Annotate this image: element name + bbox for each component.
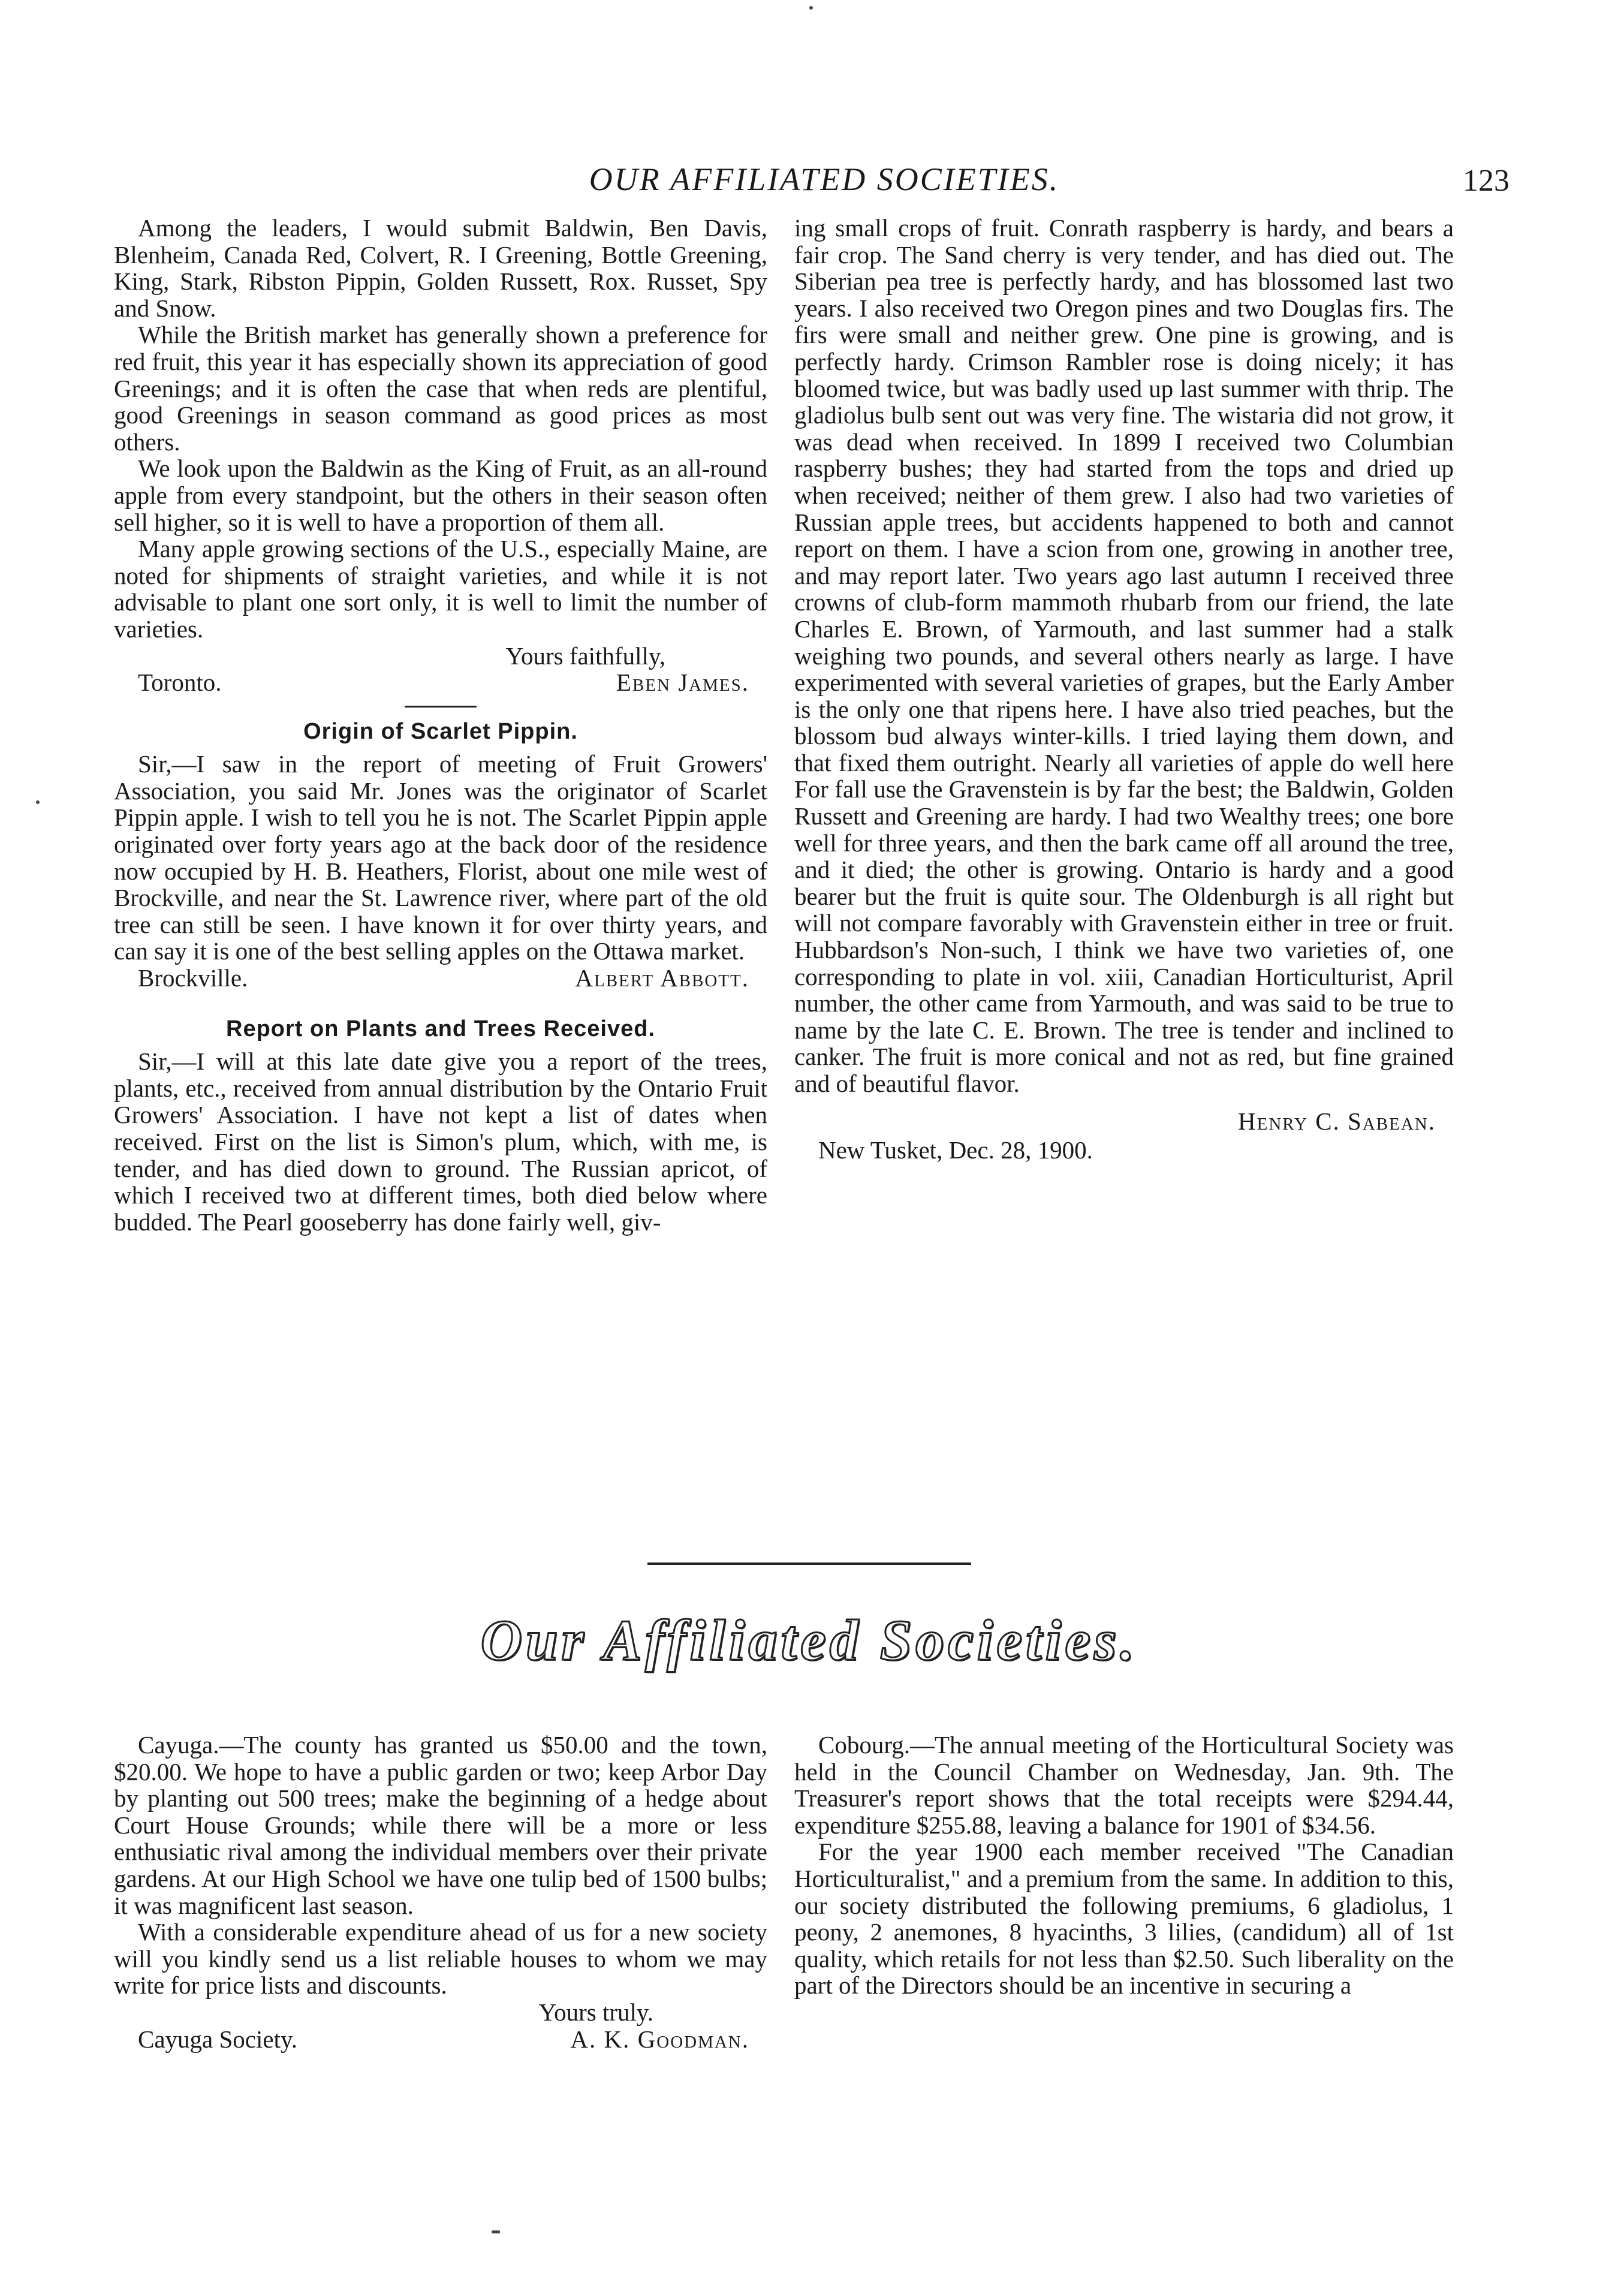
letter-place: Brockville. bbox=[138, 964, 248, 992]
left-column bbox=[114, 215, 767, 1235]
right-column bbox=[794, 215, 1454, 1164]
spacer bbox=[114, 992, 767, 1016]
paragraph: Cayuga.—The county has granted us $50.00 and the town, $20.00. We hope to have a public garden or two; keep Arbor Day by planting out 500 trees; make the beginning of a hedge about Court House Grounds; while there will be a more or less enthusiatic rival among the individual members over their private gardens. At our High School we have one tulip bed of 1500 bulbs; it was magnificent last season. bbox=[114, 1731, 767, 1919]
section-heading: Origin of Scarlet Pippin. bbox=[303, 718, 578, 744]
running-title: OUR AFFILIATED SOCIETIES. bbox=[589, 161, 1060, 197]
paragraph: We look upon the Baldwin as the King of Fruit, as an all-round apple from every standpoint, but the others in their season often sell higher, so it is well to have a proportion of them all. bbox=[114, 454, 767, 536]
print-speck bbox=[809, 6, 813, 10]
letter-closing: Yours faithfully, bbox=[505, 642, 665, 670]
letter-place-date: New Tusket, Dec. 28, 1900. bbox=[818, 1136, 1093, 1164]
signature-text: Henry C. Sabean. bbox=[1238, 1107, 1436, 1135]
letter-signature bbox=[794, 1108, 1454, 1135]
divider bbox=[405, 706, 477, 708]
lower-left-column bbox=[114, 1732, 767, 2052]
paragraph: While the British market has generally shown a preference for red fruit, this year it has especially shown its appreciation of good Greenings; and it is often the case that when reds are plentiful, good Greenings in season command as good prices as most others. bbox=[114, 321, 767, 456]
paragraph: ing small crops of fruit. Conrath raspberry is hardy, and bears a fair crop. The Sand cherry is very tender, and has died out. The Siberian pea tree is perfectly hardy, and has blossomed last two years. I also received two Oregon pines and two Douglas firs. The firs were small and neither grew. One pine is growing, and is perfectly hardy. Crimson Rambler rose is doing nicely; it has bloomed twice, but was badly used up last summer with thrip. The gladiolus bulb sent out was very fine. The wistaria did not grow, it was dead when received. In 1899 I received two Columbian raspberry bushes; they had started from the tops and dried up when received; neither of them grew. I also had two varieties of Russian apple trees, but accidents happened to both and cannot report on them. I have a scion from one, growing in another tree, and may report later. Two years ago last autumn I received three crowns of club-form mammoth rhubarb from our friend, the late Charles E. Brown, of Yarmouth, and last summer had a stalk weighing two pounds, and several others nearly as large. I have experimented with several varieties of grapes, but the Early Amber is the only one that ripens here. I have also tried peaches, but the blossom bud always winter-kills. I tried laying them down, and that fixed them outright. Nearly all varieties of apple do well here For fall use the Gravenstein is by far the best; the Baldwin, Golden Russett and Greening are hardy. I had two Wealthy trees; one bore well for three years, and then the bark came off all around the tree, and it died; the other is growing. Ontario is hardy and a good bearer but the fruit is quite sour. The Oldenburgh is all right but will not compare favorably with Gravenstein either in tree or fruit. Hubbardson's Non-such, I think we have two varieties of, one corresponding to plate in vol. xiii, Canadian Horticulturist, April number, the other came from Yarmouth, and was said to be true to name by the late C. E. Brown. The tree is tender and inclined to canker. The fruit is more conical and not as red, but fine grained and of beautiful flavor. bbox=[794, 214, 1454, 1097]
letter-place: Toronto. bbox=[138, 669, 222, 697]
print-speck bbox=[492, 2230, 500, 2233]
signature-line bbox=[114, 2026, 767, 2053]
page-number: 123 bbox=[1463, 164, 1509, 198]
paragraph: Sir,—I saw in the report of meeting of Fruit Growers' Association, you said Mr. Jones was the originator of Scarlet Pippin apple. I wish to tell you he is not. The Scarlet Pippin apple originated over forty years ago at the back door of the residence now occupied by H. B. Heathers, Florist, about one mile west of Brockville, and near the St. Lawrence river, where part of the old tree can still be seen. I have known it for over thirty years, and can say it is one of the best selling apples on the Ottawa market. bbox=[114, 750, 767, 965]
section-heading: Report on Plants and Trees Received. bbox=[226, 1016, 655, 1041]
section-divider bbox=[647, 1563, 971, 1565]
letter-signature: Eben James. bbox=[616, 669, 749, 697]
lower-right-column bbox=[794, 1732, 1454, 1999]
letter-signature: Albert Abbott. bbox=[575, 964, 749, 992]
paragraph: Among the leaders, I would submit Baldwin, Ben Davis, Blenheim, Canada Red, Colvert, R. I Greening, Bottle Greening, King, Stark, Ribston Pippin, Golden Russett, Rox. Russet, Spy and Snow. bbox=[114, 214, 767, 322]
paragraph: Sir,—I will at this late date give you a report of the trees, plants, etc., received from annual distribution by the Ontario Fruit Growers' Association. I have not kept a list of dates when received. First on the list is Simon's plum, which, with me, is tender, and has died down to ground. The Russian apricot, of which I received two at different times, both died below where budded. The Pearl gooseberry has done fairly well, giv- bbox=[114, 1047, 767, 1236]
section-title: Our Affiliated Societies. bbox=[480, 1608, 1138, 1672]
letter-place: Cayuga Society. bbox=[138, 2025, 298, 2053]
signature-line bbox=[114, 669, 767, 696]
letter-closing: Yours truly. bbox=[538, 1998, 653, 2026]
letter-signature: A. K. Goodman. bbox=[570, 2025, 749, 2053]
signature-line bbox=[114, 965, 767, 992]
paragraph: With a considerable expenditure ahead of us for a new society will you kindly send us a list reliable houses to whom we may write for price lists and discounts. bbox=[114, 1918, 767, 2000]
paragraph: Many apple growing sections of the U.S., especially Maine, are noted for shipments of straight varieties, and while it is not advisable to plant one sort only, it is well to limit the number of varieties. bbox=[114, 535, 767, 643]
paragraph: Cobourg.—The annual meeting of the Horticultural Society was held in the Council Chamber on Wednesday, Jan. 9th. The Treasurer's report shows that the total receipts were $294.44, expenditure $255.88, leaving a balance for 1901 of $34.56. bbox=[794, 1731, 1454, 1839]
paragraph: For the year 1900 each member received "The Canadian Horticulturalist," and a premium from the same. In addition to this, our society distributed the following premiums, 6 gladiolus, 1 peony, 2 anemones, 8 hyacinths, 3 lilies, (candidum) all of 1st quality, which retails for not less than $2.50. Such liberality on the part of the Directors should be an incentive in securing a bbox=[794, 1838, 1454, 2000]
print-speck bbox=[36, 800, 40, 804]
